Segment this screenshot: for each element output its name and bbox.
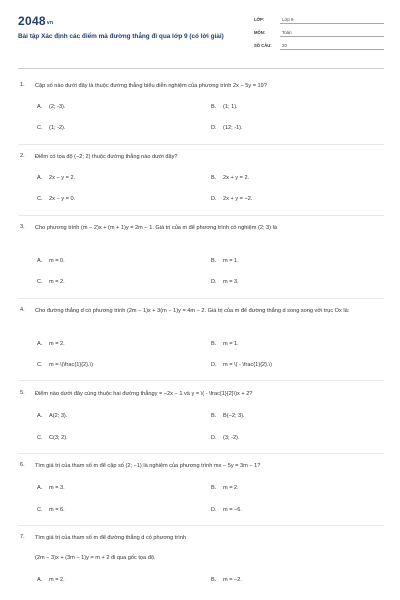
option-b — [211, 175, 249, 181]
option-letter: A. — [37, 485, 43, 491]
option-text: m = 2. — [49, 341, 65, 347]
option-letter: A. — [37, 175, 43, 181]
option-text: m = 2. — [223, 485, 239, 491]
option-letter: C. — [37, 362, 43, 368]
meta-count-value: 20 — [282, 43, 287, 48]
option-letter: B. — [211, 104, 217, 110]
option-letter: B. — [211, 175, 217, 181]
option-letter: D. — [211, 279, 217, 285]
option-text: 2x − y = 2. — [49, 175, 76, 181]
logo-text: 2048 — [18, 14, 46, 28]
option-a — [37, 104, 65, 110]
option-b — [211, 104, 238, 110]
option-d — [211, 125, 243, 131]
meta-count-row — [254, 40, 384, 53]
option-a — [37, 577, 65, 583]
option-d — [211, 279, 239, 285]
question-text: Cho đường thẳng d có phương trình (2m − 1)x + 3(m − 1)y = 4m − 2. Giá trị của m để đường thẳng d song song với trục Ox là: — [35, 308, 350, 314]
option-letter: A. — [37, 258, 43, 264]
option-letter: C. — [37, 435, 43, 441]
option-text: (1; 1). — [223, 104, 238, 110]
option-letter: B. — [211, 577, 217, 583]
option-text: C(3; 2). — [49, 435, 68, 441]
option-letter: A. — [37, 104, 43, 110]
question-divider — [18, 144, 384, 145]
meta-count-label: SỐ CÂU: — [254, 43, 272, 48]
header-divider — [18, 68, 384, 69]
option-text: m = 1. — [223, 341, 239, 347]
question-number: 5. — [20, 390, 25, 396]
option-text: B(−2; 3). — [223, 413, 245, 419]
option-text: 2x + y = 2. — [223, 175, 250, 181]
option-text: (2; -3). — [49, 104, 66, 110]
option-a — [37, 341, 65, 347]
option-letter: D. — [211, 507, 217, 513]
question-number: 3. — [20, 224, 25, 230]
option-a — [37, 175, 75, 181]
option-letter: B. — [211, 413, 217, 419]
option-text: (3; -2). — [223, 435, 240, 441]
question-divider — [18, 298, 384, 299]
document-title: Bài tập Xác định các điểm mà đường thẳng đi qua lớp 9 (có lời giải) — [18, 33, 224, 40]
meta-class-value: Lớp 9 — [282, 17, 294, 22]
option-letter: A. — [37, 413, 43, 419]
question-number: 1. — [20, 82, 25, 88]
option-letter: C. — [37, 507, 43, 513]
option-letter: D. — [211, 196, 217, 202]
meta-subject-value: Toán — [282, 30, 292, 35]
option-b — [211, 485, 239, 491]
question-text: Điểm có tọa độ (−2; 2) thuộc đường thẳng nào dưới đây? — [35, 154, 178, 160]
option-letter: D. — [211, 362, 217, 368]
question-divider — [18, 453, 384, 454]
worksheet-header — [18, 14, 388, 62]
question-number: 4. — [20, 307, 25, 313]
option-d — [211, 507, 242, 513]
question-text: Tìm giá trị của tham số m để cặp số (2; −1) là nghiệm của phương trình mx − 5y = 3m − 1? — [35, 463, 261, 469]
option-a — [37, 258, 65, 264]
option-text: (12; -1). — [223, 125, 243, 131]
option-a — [37, 413, 67, 419]
meta-count-underline — [280, 40, 384, 50]
option-letter: B. — [211, 485, 217, 491]
option-text: m = \(\frac{1}{2}.\) — [49, 362, 93, 368]
meta-class-label: LỚP: — [254, 17, 265, 22]
question-number: 6. — [20, 462, 25, 468]
question-number: 7. — [20, 534, 25, 540]
option-b — [211, 341, 239, 347]
option-c — [37, 507, 65, 513]
option-letter: D. — [211, 125, 217, 131]
logo-suffix: vn — [46, 20, 54, 26]
question-text: Cặp số nào dưới đây là thuộc đường thẳng biểu diễn nghiệm của phương trình 2x − 5y = 19? — [35, 83, 267, 89]
option-text: m = 3. — [49, 485, 65, 491]
meta-subject-underline — [280, 27, 384, 37]
option-letter: C. — [37, 196, 43, 202]
question-divider — [18, 215, 384, 216]
option-text: m = 6. — [49, 507, 65, 513]
option-letter: B. — [211, 341, 217, 347]
option-text: A(2; 3). — [49, 413, 68, 419]
option-c — [37, 196, 75, 202]
meta-class-underline — [280, 14, 384, 24]
option-letter: A. — [37, 341, 43, 347]
option-letter: B. — [211, 258, 217, 264]
option-text: m = −2. — [223, 577, 242, 583]
option-c — [37, 125, 65, 131]
option-text: m = 2. — [49, 279, 65, 285]
option-text: m = 2. — [49, 577, 65, 583]
question-text: Điểm nào dưới đây cùng thuộc hai đường thẳngy = −2x − 1 và y = \( - \frac{1}{2}\)x + 2? — [35, 391, 253, 397]
meta-subject-label: MÔN: — [254, 30, 266, 35]
question-divider — [18, 380, 384, 381]
option-d — [211, 196, 252, 202]
question-number: 2. — [20, 153, 25, 159]
option-c — [37, 362, 93, 368]
option-d — [211, 362, 272, 368]
question-text: Cho phương trình (m − 2)x + (m + 1)y = 2m − 1. Giá trị của m để phương trình có nghiệm (2; 3) là — [35, 225, 277, 231]
option-b — [211, 413, 245, 419]
option-letter: A. — [37, 577, 43, 583]
meta-class-row — [254, 14, 384, 27]
option-text: 2x − y = 0. — [49, 196, 76, 202]
option-b — [211, 577, 242, 583]
option-c — [37, 435, 68, 441]
question-text-line-2: (2m − 3)x + (3m − 1)y = m + 2 đi qua gốc tọa độ. — [35, 555, 156, 561]
option-text: (1; -2). — [49, 125, 66, 131]
option-c — [37, 279, 65, 285]
option-letter: D. — [211, 435, 217, 441]
option-text: m = 1. — [223, 258, 239, 264]
option-text: m = \( - \frac{1}{2}.\) — [223, 362, 272, 368]
option-text: 2x + y = −2. — [223, 196, 253, 202]
option-d — [211, 435, 239, 441]
document-meta — [254, 14, 384, 53]
option-text: m = 0. — [49, 258, 65, 264]
option-letter: C. — [37, 125, 43, 131]
option-text: m = 3. — [223, 279, 239, 285]
site-logo[interactable] — [18, 14, 53, 28]
option-a — [37, 485, 65, 491]
question-divider — [18, 525, 384, 526]
meta-subject-row — [254, 27, 384, 40]
question-text: Tìm giá trị của tham số m để đường thẳng d có phương trình — [35, 535, 187, 541]
option-text: m = −6. — [223, 507, 242, 513]
option-letter: C. — [37, 279, 43, 285]
option-b — [211, 258, 239, 264]
